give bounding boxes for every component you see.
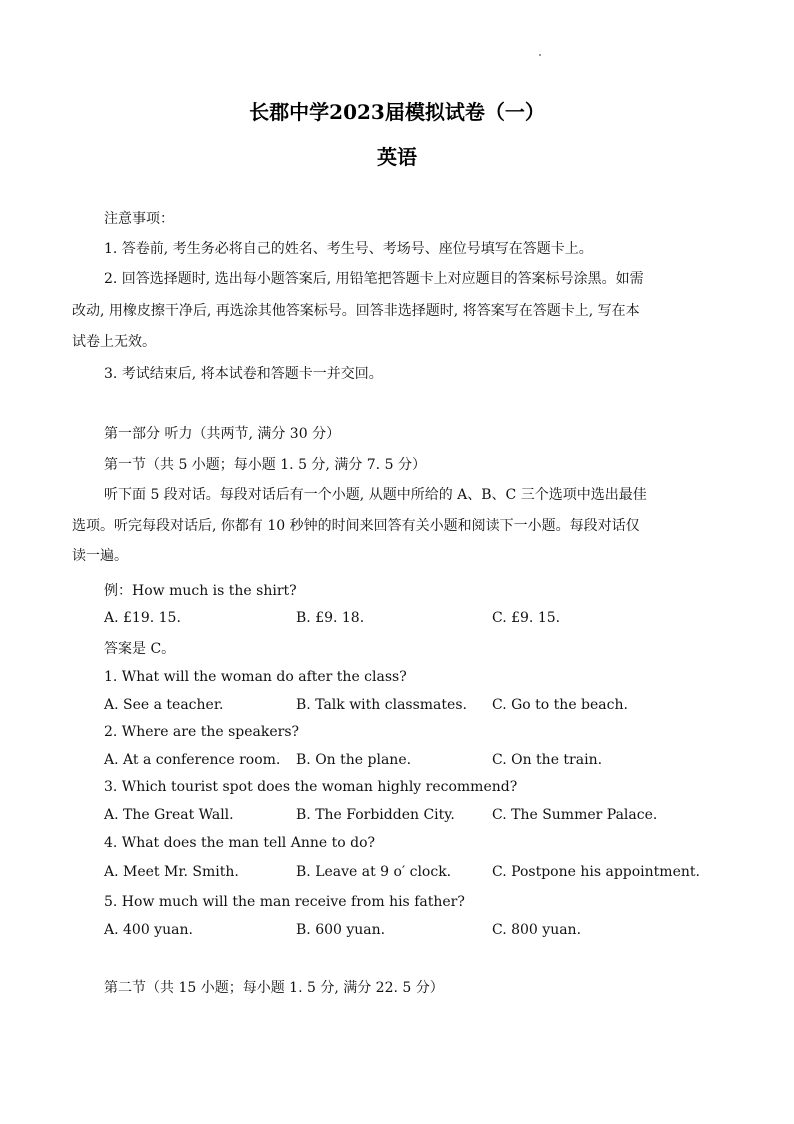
scan-dot (539, 54, 541, 56)
example-option-c: C. £9. 15. (492, 610, 561, 626)
example-question: 例：How much is the shirt? (104, 583, 297, 599)
question-5-option-b: B. 600 yuan. (296, 922, 386, 938)
question-5-option-c: C. 800 yuan. (492, 922, 582, 938)
question-3-option-b: B. The Forbidden City. (296, 807, 455, 823)
question-5-option-a: A. 400 yuan. (104, 922, 193, 938)
question-4-option-b: B. Leave at 9 o′ clock. (296, 864, 452, 880)
question-5: 5. How much will the man receive from his father? (104, 894, 465, 910)
question-4: 4. What does the man tell Anne to do? (104, 835, 376, 851)
instruction-line-2: 选项。听完每段对话后, 你都有 10 秒钟的时间来回答有关小题和阅读下一小题。每段对话仅 (72, 518, 640, 534)
subject-title: 英语 (377, 145, 417, 169)
section1-heading: 第一节（共 5 小题；每小题 1. 5 分, 满分 7. 5 分） (104, 457, 426, 473)
question-1: 1. What will the woman do after the class? (104, 669, 407, 685)
instruction-line-1: 听下面 5 段对话。每段对话后有一个小题, 从题中所给的 A、B、C 三个选项中选出最佳 (104, 487, 647, 503)
part1-heading: 第一部分 听力（共两节, 满分 30 分） (104, 426, 341, 442)
question-3: 3. Which tourist spot does the woman highly recommend? (104, 779, 518, 795)
notice-item-3: 3. 考试结束后, 将本试卷和答题卡一并交回。 (104, 366, 383, 382)
notice-item-2-line-2: 改动, 用橡皮擦干净后, 再选涂其他答案标号。回答非选择题时, 将答案写在答题卡上, 写在本 (72, 303, 640, 319)
instruction-line-3: 读一遍。 (72, 548, 128, 564)
question-4-option-a: A. Meet Mr. Smith. (104, 864, 239, 880)
notice-item-2-line-3: 试卷上无效。 (72, 334, 156, 350)
question-3-option-a: A. The Great Wall. (104, 807, 234, 823)
question-4-option-c: C. Postpone his appointment. (492, 864, 700, 880)
question-2: 2. Where are the speakers? (104, 724, 300, 740)
question-3-option-c: C. The Summer Palace. (492, 807, 658, 823)
question-1-option-a: A. See a teacher. (104, 697, 224, 713)
example-answer: 答案是 C。 (104, 641, 176, 657)
question-2-option-a: A. At a conference room. (104, 752, 281, 768)
example-option-a: A. £19. 15. (104, 610, 181, 626)
section2-heading: 第二节（共 15 小题；每小题 1. 5 分, 满分 22. 5 分） (104, 980, 444, 996)
notice-item-1: 1. 答卷前, 考生务必将自己的姓名、考生号、考场号、座位号填写在答题卡上。 (104, 241, 593, 257)
question-1-option-b: B. Talk with classmates. (296, 697, 467, 713)
notice-item-2-line-1: 2. 回答选择题时, 选出每小题答案后, 用铅笔把答题卡上对应题目的答案标号涂黑。如需 (104, 271, 644, 287)
question-2-option-c: C. On the train. (492, 752, 603, 768)
example-option-b: B. £9. 18. (296, 610, 365, 626)
notice-heading: 注意事项： (104, 211, 174, 227)
exam-title: 长郡中学2023届模拟试卷（一） (249, 100, 545, 124)
question-2-option-b: B. On the plane. (296, 752, 412, 768)
question-1-option-c: C. Go to the beach. (492, 697, 628, 713)
